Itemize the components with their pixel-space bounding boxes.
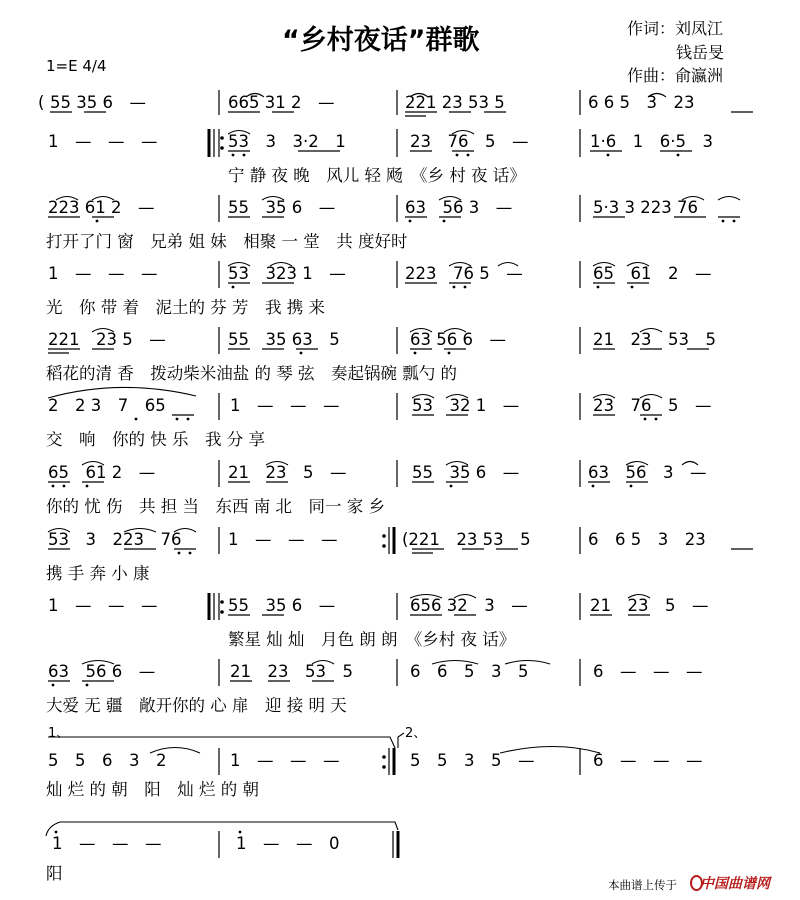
notation-measure: 53 323 1 — bbox=[228, 264, 346, 283]
composer-credit: 作曲：俞瀛洲 bbox=[627, 66, 724, 85]
notation-measure: 53 3 223 76 bbox=[48, 530, 182, 549]
notation-measure: 1 — — — bbox=[52, 834, 162, 853]
notation-measure: 5 5 3 5 — bbox=[410, 751, 535, 770]
notation-measure: ( bbox=[38, 93, 45, 112]
notation-measure: 6 6 5 3 23 bbox=[588, 530, 706, 549]
lyric-line: 携 手 奔 小 康 bbox=[46, 564, 150, 583]
notation-measure: 6 — — — bbox=[593, 751, 703, 770]
lyric-line: 阳 bbox=[46, 864, 63, 883]
footer-text: 本曲谱上传于 bbox=[608, 878, 677, 892]
notation-measure: 6 6 5 3 5 bbox=[410, 662, 529, 681]
notation-measure: 21 23 53 5 bbox=[230, 662, 353, 681]
notation-measure: 223 76 5 — bbox=[405, 264, 523, 283]
notation-measure: 1 — — — bbox=[48, 596, 158, 615]
song-title: “乡村夜话”群歌 bbox=[282, 25, 480, 56]
lyric-line: 交 响 你的 快 乐 我 分 享 bbox=[46, 430, 265, 449]
site-logo[interactable]: 中国曲谱网 bbox=[700, 876, 770, 892]
notation-measure: 21 23 5 — bbox=[590, 596, 709, 615]
notation-measure: 65 61 2 — bbox=[593, 264, 712, 283]
lyricist-credit: 作词：刘凤江 bbox=[627, 19, 724, 38]
notation-measure: 65 61 2 — bbox=[48, 463, 156, 482]
notation-measure: 63 56 6 — bbox=[410, 330, 506, 349]
lyricist-credit-2: 钱岳旻 bbox=[676, 43, 725, 62]
notation-measure: 665 31 2 — bbox=[228, 93, 335, 112]
notation-measure: 53 3 3·2 1 bbox=[228, 132, 346, 151]
notation-measure: 6 6 5 3 23 bbox=[588, 93, 695, 112]
notation-measure: 2 2 3 7 65 bbox=[48, 396, 166, 415]
key-signature: 1=E 4/4 bbox=[46, 57, 107, 75]
notation-measure: 6 — — — bbox=[593, 662, 703, 681]
lyric-line: 灿 烂 的 朝 阳 灿 烂 的 朝 bbox=[46, 780, 259, 799]
notation-measure: 63 56 3 — bbox=[405, 198, 513, 217]
notation-measure: 55 35 6 — bbox=[228, 198, 336, 217]
notation-measure: 5·3 3 223 76 bbox=[593, 198, 698, 217]
notation-measure: 1 — — — bbox=[48, 132, 158, 151]
notation-measure: 21 23 53 5 bbox=[593, 330, 716, 349]
notation-measure: 1 — — — bbox=[228, 530, 338, 549]
lyric-line: 大爱 无 疆 敞开你的 心 扉 迎 接 明 天 bbox=[46, 696, 347, 715]
notation-measure: 55 35 6 — bbox=[412, 463, 520, 482]
notation-measure: 1 — — 0 bbox=[236, 834, 340, 853]
notation-measure: 23 76 5 — bbox=[593, 396, 712, 415]
lyric-line: 打开了门 窗 兄弟 姐 妹 相聚 一 堂 共 度好时 bbox=[46, 232, 408, 251]
notation-measure: 656 32 3 — bbox=[410, 596, 528, 615]
lyric-line: 稻花的清 香 拨动柴米油盐 的 琴 弦 奏起锅碗 瓢勺 的 bbox=[46, 364, 457, 383]
notation-measure: 1·6 1 6·5 3 bbox=[590, 132, 713, 151]
notation-measure: 63 56 3 — bbox=[588, 463, 707, 482]
notation-measure: 55 35 63 5 bbox=[228, 330, 340, 349]
notation-measure: 221 23 53 5 bbox=[405, 93, 505, 112]
lyric-line: 繁星 灿 灿 月色 朗 朗 《乡村 夜 话》 bbox=[228, 630, 516, 649]
notation-measure: 1 — — — bbox=[48, 264, 158, 283]
notation-measure: 1 — — — bbox=[230, 751, 340, 770]
notation-measure: 53 32 1 — bbox=[412, 396, 520, 415]
notation-measure: 55 35 6 — bbox=[228, 596, 336, 615]
notation-measure: 221 23 5 — bbox=[48, 330, 166, 349]
notation-measure: 23 76 5 — bbox=[410, 132, 529, 151]
notation-measure: 63 56 6 — bbox=[48, 662, 156, 681]
volta-2-label: 2、 bbox=[405, 726, 427, 741]
lyric-line: 光 你 带 着 泥土的 芬 芳 我 携 来 bbox=[46, 298, 325, 317]
slurs bbox=[48, 94, 740, 754]
notation-measure: 55 35 6 — bbox=[50, 93, 146, 112]
octave-dots-upper bbox=[55, 831, 242, 834]
notation-measure: (221 23 53 5 bbox=[402, 530, 531, 549]
notation-measure: 21 23 5 — bbox=[228, 463, 347, 482]
notation-measure: 223 61 2 — bbox=[48, 198, 155, 217]
volta-1-label: 1、 bbox=[48, 726, 70, 741]
lyric-line: 你的 忧 伤 共 担 当 东西 南 北 同一 家 乡 bbox=[46, 497, 385, 516]
notation-measure: 1 — — — bbox=[230, 396, 340, 415]
notation-measure: 5 5 6 3 2 bbox=[48, 751, 167, 770]
lyric-line: 宁 静 夜 晚 风儿 轻 飏 《乡 村 夜 话》 bbox=[228, 166, 526, 185]
